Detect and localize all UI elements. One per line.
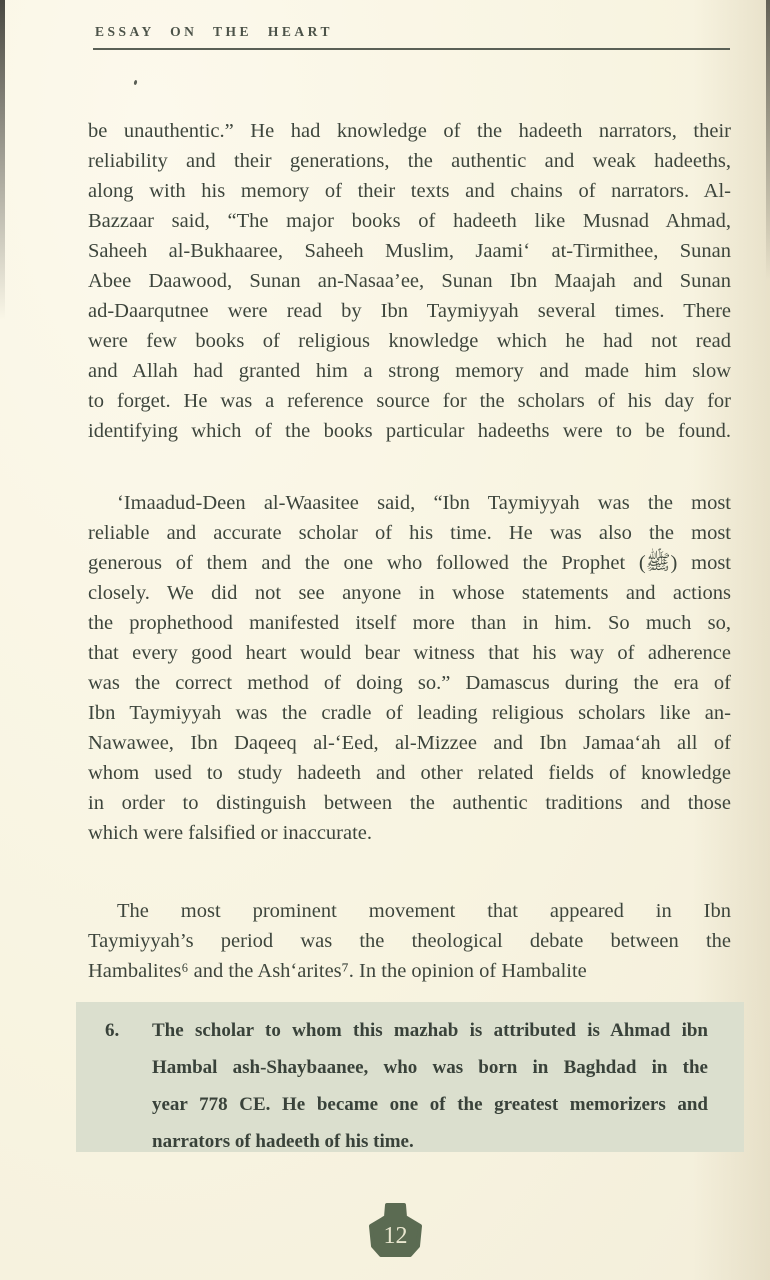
text-line: reliability and their generations, the authentic and weak hadeeths, [88, 150, 731, 172]
text-line: the prophethood manifested itself more than in him. So much so, [88, 612, 731, 634]
running-header: ESSAY ON THE HEART [95, 24, 333, 39]
text-line: be unauthentic.” He had knowledge of the hadeeth narrators, their [88, 120, 731, 142]
scan-speck [133, 80, 137, 86]
text-line: year 778 CE. He became one of the greatest memorizers and [152, 1094, 708, 1115]
text-line: in order to distinguish between the authentic traditions and those [88, 792, 731, 814]
text-line: Nawawee, Ibn Daqeeq al-‘Eed, al-Mizzee and Ibn Jamaa‘ah all of [88, 732, 731, 754]
paragraph-3 [88, 896, 731, 986]
text-line: Ibn Taymiyyah was the cradle of leading religious scholars like an- [88, 702, 731, 724]
scan-edge-artifact-left [0, 0, 5, 320]
text-line: which were falsified or inaccurate. [88, 822, 373, 844]
header-rule [93, 48, 730, 50]
text-line: narrators of hadeeth of his time. [152, 1131, 414, 1152]
text-line: was the correct method of doing so.” Damascus during the era of [88, 672, 731, 694]
page-number-badge [367, 1203, 424, 1258]
paragraph-2 [88, 488, 731, 848]
text-line: were few books of religious knowledge which he had not read [88, 330, 731, 352]
text-line: that every good heart would bear witness that his way of adherence [88, 642, 731, 664]
text-line: Saheeh al-Bukhaaree, Saheeh Muslim, Jaami‘ at-Tirmithee, Sunan [88, 240, 731, 262]
page-number: 12 [383, 1223, 408, 1249]
text-line: ad-Daarqutnee were read by Ibn Taymiyyah several times. There [88, 300, 731, 322]
paragraph-1 [88, 116, 731, 446]
text-line: Bazzaar said, “The major books of hadeeth like Musnad Ahmad, [88, 210, 731, 232]
text-line: whom used to study hadeeth and other related fields of knowledge [88, 762, 731, 784]
footnote-text [152, 1012, 708, 1160]
text-line: closely. We did not see anyone in whose statements and actions [88, 582, 731, 604]
text-line: and Allah had granted him a strong memory and made him slow [88, 360, 731, 382]
text-line: Hambalites⁶ and the Ash‘arites⁷. In the opinion of Hambalite [88, 960, 587, 982]
text-line: to forget. He was a reference source for the scholars of his day for [88, 390, 731, 412]
text-line: The most prominent movement that appeared in Ibn [117, 900, 731, 922]
text-line: identifying which of the books particular hadeeths were to be found. [88, 420, 731, 442]
text-line: Hambal ash-Shaybaanee, who was born in Baghdad in the [152, 1057, 708, 1078]
text-line: reliable and accurate scholar of his time. He was also the most [88, 522, 731, 544]
footnote-box [76, 1002, 744, 1152]
urn-shape-icon [367, 1203, 424, 1258]
text-line: Taymiyyah’s period was the theological debate between the [88, 930, 731, 952]
scan-edge-artifact-right [766, 0, 770, 280]
text-line: ‘Imaadud-Deen al-Waasitee said, “Ibn Taymiyyah was the most [117, 492, 731, 514]
text-line: generous of them and the one who followed the Prophet (ﷺ) most [88, 552, 731, 574]
text-line: along with his memory of their texts and chains of narrators. Al- [88, 180, 731, 202]
footnote-number: 6. [105, 1020, 120, 1041]
text-line: Abee Daawood, Sunan an-Nasaa’ee, Sunan Ibn Maajah and Sunan [88, 270, 731, 292]
text-line: The scholar to whom this mazhab is attributed is Ahmad ibn [152, 1020, 708, 1041]
